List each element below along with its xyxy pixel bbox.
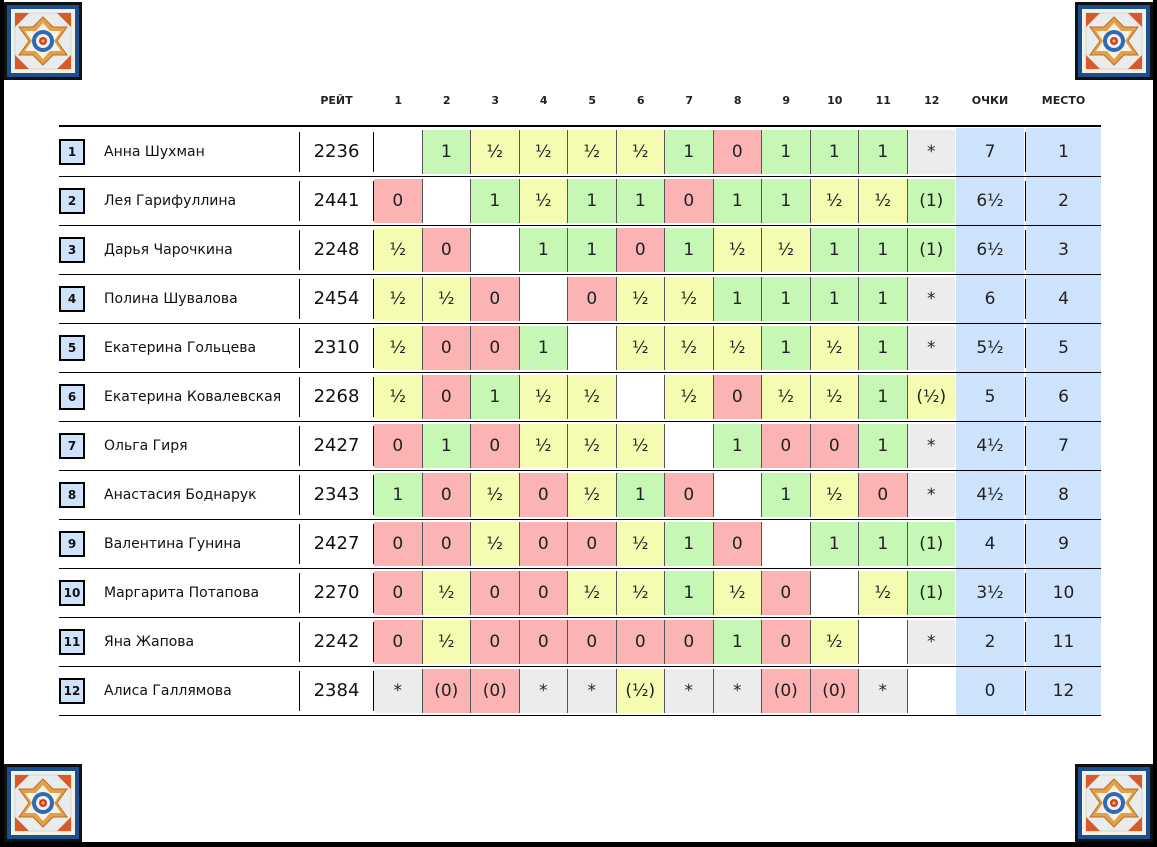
result-cell: 0 bbox=[617, 228, 666, 272]
result-cell: 1 bbox=[859, 424, 908, 468]
table-row bbox=[59, 324, 1101, 373]
result-cell: (1) bbox=[908, 571, 956, 615]
player-name: Полина Шувалова bbox=[104, 291, 238, 307]
player-score: 2 bbox=[956, 618, 1024, 666]
result-cell: ½ bbox=[762, 375, 811, 419]
result-cell: ½ bbox=[714, 326, 763, 370]
result-cell: ½ bbox=[520, 130, 569, 174]
result-cell: ½ bbox=[471, 130, 520, 174]
player-place: 6 bbox=[1026, 373, 1101, 421]
table-row bbox=[59, 667, 1101, 716]
result-cell bbox=[374, 130, 423, 174]
player-number: 9 bbox=[59, 531, 85, 557]
result-cell: 0 bbox=[423, 522, 472, 566]
result-cell: ½ bbox=[665, 326, 714, 370]
result-cell: 1 bbox=[714, 277, 763, 321]
table-row bbox=[59, 275, 1101, 324]
result-cell: 1 bbox=[665, 130, 714, 174]
result-cell: 0 bbox=[423, 326, 472, 370]
result-cell: 1 bbox=[859, 277, 908, 321]
player-rating: 2343 bbox=[313, 484, 360, 505]
result-cell bbox=[665, 424, 714, 468]
result-cell: 0 bbox=[520, 571, 569, 615]
result-cell: 1 bbox=[762, 473, 811, 517]
result-cell: ½ bbox=[617, 130, 666, 174]
player-score: 5½ bbox=[956, 324, 1024, 372]
header-round-6: 6 bbox=[636, 94, 645, 107]
table-row bbox=[59, 618, 1101, 667]
result-cell: 0 bbox=[374, 179, 423, 223]
header-round-10: 10 bbox=[827, 94, 843, 107]
player-score: 3½ bbox=[956, 569, 1024, 617]
player-name: Валентина Гунина bbox=[104, 536, 242, 552]
result-cell: 0 bbox=[471, 620, 520, 664]
player-score: 6½ bbox=[956, 226, 1024, 274]
result-cell bbox=[520, 277, 569, 321]
result-cell: ½ bbox=[665, 277, 714, 321]
player-score: 4½ bbox=[956, 422, 1024, 470]
player-number: 7 bbox=[59, 433, 85, 459]
header-rule bbox=[59, 125, 1101, 127]
result-cell: 0 bbox=[423, 375, 472, 419]
result-cell: (1) bbox=[908, 228, 956, 272]
result-cell: 0 bbox=[374, 571, 423, 615]
player-rating: 2268 bbox=[313, 386, 360, 407]
player-name: Дарья Чарочкина bbox=[104, 242, 233, 258]
result-cell: (½) bbox=[617, 669, 666, 713]
player-rating: 2454 bbox=[313, 288, 360, 309]
result-cell: ½ bbox=[520, 424, 569, 468]
result-cell: 0 bbox=[714, 130, 763, 174]
result-cell bbox=[568, 326, 617, 370]
table-row bbox=[59, 520, 1101, 569]
result-cell: 1 bbox=[762, 130, 811, 174]
result-cell: ½ bbox=[568, 424, 617, 468]
result-cell: ½ bbox=[374, 228, 423, 272]
player-place: 9 bbox=[1026, 520, 1101, 568]
result-cell: 0 bbox=[665, 179, 714, 223]
table-row bbox=[59, 569, 1101, 618]
result-cell: ½ bbox=[617, 424, 666, 468]
result-cell: 1 bbox=[665, 228, 714, 272]
result-cell: ½ bbox=[859, 571, 908, 615]
result-cell: 0 bbox=[714, 375, 763, 419]
result-cell: 0 bbox=[374, 522, 423, 566]
result-cell: ½ bbox=[762, 228, 811, 272]
result-cell: ½ bbox=[374, 277, 423, 321]
result-cell: 1 bbox=[471, 375, 520, 419]
header-round-1: 1 bbox=[394, 94, 403, 107]
result-cell bbox=[762, 522, 811, 566]
player-score: 7 bbox=[956, 128, 1024, 176]
player-place: 1 bbox=[1026, 128, 1101, 176]
result-cell: 0 bbox=[471, 326, 520, 370]
header-round-7: 7 bbox=[685, 94, 694, 107]
result-cell: 0 bbox=[811, 424, 860, 468]
player-rating: 2427 bbox=[313, 435, 360, 456]
result-cell: 1 bbox=[811, 130, 860, 174]
result-cell: 0 bbox=[714, 522, 763, 566]
result-cell: ½ bbox=[568, 571, 617, 615]
result-cell: 0 bbox=[568, 522, 617, 566]
result-cell: 1 bbox=[520, 326, 569, 370]
player-name: Анастасия Боднарук bbox=[104, 487, 257, 503]
result-cell: 1 bbox=[714, 620, 763, 664]
result-cell: 1 bbox=[762, 326, 811, 370]
header-round-9: 9 bbox=[782, 94, 791, 107]
result-cell: * bbox=[374, 669, 423, 713]
result-cell: 0 bbox=[471, 571, 520, 615]
table-row bbox=[59, 471, 1101, 520]
result-cell: 0 bbox=[568, 277, 617, 321]
result-cell: (0) bbox=[811, 669, 860, 713]
result-cell: ½ bbox=[374, 375, 423, 419]
result-cell: 1 bbox=[811, 277, 860, 321]
player-place: 7 bbox=[1026, 422, 1101, 470]
player-score: 4½ bbox=[956, 471, 1024, 519]
player-rating: 2384 bbox=[313, 680, 360, 701]
result-cell: ½ bbox=[811, 620, 860, 664]
player-number: 12 bbox=[59, 678, 85, 704]
row-rule bbox=[59, 715, 1101, 716]
result-cell: 1 bbox=[665, 522, 714, 566]
result-cell: ½ bbox=[617, 522, 666, 566]
player-name: Алиса Галлямова bbox=[104, 683, 232, 699]
player-name: Ольга Гиря bbox=[104, 438, 188, 454]
result-cell: ½ bbox=[568, 473, 617, 517]
result-cell: * bbox=[568, 669, 617, 713]
table-row bbox=[59, 422, 1101, 471]
result-cell: ½ bbox=[617, 277, 666, 321]
player-name: Анна Шухман bbox=[104, 144, 205, 160]
result-cell: 0 bbox=[762, 571, 811, 615]
player-number: 10 bbox=[59, 580, 85, 606]
result-cell: ½ bbox=[520, 375, 569, 419]
table-row bbox=[59, 373, 1101, 422]
result-cell: 1 bbox=[568, 179, 617, 223]
decorative-tile-icon bbox=[1075, 764, 1153, 842]
result-cell: 1 bbox=[762, 179, 811, 223]
player-rating: 2242 bbox=[313, 631, 360, 652]
result-cell: * bbox=[908, 620, 956, 664]
result-cell: ½ bbox=[471, 473, 520, 517]
result-cell: ½ bbox=[423, 571, 472, 615]
header-round-4: 4 bbox=[539, 94, 548, 107]
player-place: 12 bbox=[1026, 667, 1101, 715]
player-score: 4 bbox=[956, 520, 1024, 568]
result-cell: ½ bbox=[423, 620, 472, 664]
player-place: 11 bbox=[1026, 618, 1101, 666]
header-round-3: 3 bbox=[491, 94, 500, 107]
header-rating: РЕЙТ bbox=[320, 94, 353, 107]
player-rating: 2427 bbox=[313, 533, 360, 554]
player-score: 6½ bbox=[956, 177, 1024, 225]
player-name: Екатерина Ковалевская bbox=[104, 389, 282, 405]
result-cell: * bbox=[665, 669, 714, 713]
table-row bbox=[59, 226, 1101, 275]
table-row bbox=[59, 128, 1101, 177]
header-round-2: 2 bbox=[442, 94, 451, 107]
result-cell: 1 bbox=[859, 375, 908, 419]
result-cell: * bbox=[520, 669, 569, 713]
player-name: Яна Жапова bbox=[104, 634, 195, 650]
result-cell: 1 bbox=[859, 228, 908, 272]
result-cell: 1 bbox=[617, 473, 666, 517]
result-cell: 0 bbox=[423, 473, 472, 517]
header-round-5: 5 bbox=[588, 94, 597, 107]
result-cell: (0) bbox=[762, 669, 811, 713]
result-cell bbox=[423, 179, 472, 223]
result-cell bbox=[471, 228, 520, 272]
result-cell: 0 bbox=[520, 473, 569, 517]
result-cell: ½ bbox=[811, 326, 860, 370]
result-cell: 0 bbox=[423, 228, 472, 272]
result-cell: 1 bbox=[665, 571, 714, 615]
result-cell: 0 bbox=[520, 620, 569, 664]
result-cell: 1 bbox=[811, 522, 860, 566]
player-number: 5 bbox=[59, 335, 85, 361]
result-cell: ½ bbox=[859, 179, 908, 223]
result-cell: ½ bbox=[811, 179, 860, 223]
result-cell: 1 bbox=[423, 130, 472, 174]
result-cell: ½ bbox=[714, 228, 763, 272]
result-cell: (0) bbox=[423, 669, 472, 713]
player-rating: 2310 bbox=[313, 337, 360, 358]
result-cell: 0 bbox=[665, 620, 714, 664]
result-cell: ½ bbox=[811, 473, 860, 517]
result-cell: (½) bbox=[908, 375, 956, 419]
result-cell: 0 bbox=[471, 277, 520, 321]
result-cell: 0 bbox=[374, 424, 423, 468]
result-cell: (0) bbox=[471, 669, 520, 713]
player-place: 8 bbox=[1026, 471, 1101, 519]
result-cell: 1 bbox=[762, 277, 811, 321]
player-place: 3 bbox=[1026, 226, 1101, 274]
player-number: 2 bbox=[59, 188, 85, 214]
header-round-11: 11 bbox=[875, 94, 891, 107]
result-cell: 1 bbox=[714, 424, 763, 468]
result-cell: (1) bbox=[908, 179, 956, 223]
result-cell: 0 bbox=[471, 424, 520, 468]
result-cell: ½ bbox=[665, 375, 714, 419]
player-score: 0 bbox=[956, 667, 1024, 715]
player-number: 6 bbox=[59, 384, 85, 410]
player-number: 3 bbox=[59, 237, 85, 263]
player-score: 5 bbox=[956, 373, 1024, 421]
result-cell: 1 bbox=[471, 179, 520, 223]
result-cell: 0 bbox=[859, 473, 908, 517]
result-cell: ½ bbox=[568, 375, 617, 419]
result-cell: 1 bbox=[568, 228, 617, 272]
decorative-tile-icon bbox=[1075, 2, 1153, 80]
result-cell bbox=[617, 375, 666, 419]
result-cell: ½ bbox=[471, 522, 520, 566]
result-cell: ½ bbox=[423, 277, 472, 321]
result-cell: 1 bbox=[374, 473, 423, 517]
player-place: 10 bbox=[1026, 569, 1101, 617]
result-cell: 0 bbox=[520, 522, 569, 566]
player-place: 5 bbox=[1026, 324, 1101, 372]
result-cell: ½ bbox=[617, 326, 666, 370]
result-cell: ½ bbox=[617, 571, 666, 615]
result-cell: 1 bbox=[617, 179, 666, 223]
player-rating: 2248 bbox=[313, 239, 360, 260]
player-number: 8 bbox=[59, 482, 85, 508]
player-number: 4 bbox=[59, 286, 85, 312]
header-place: МЕСТО bbox=[1041, 94, 1086, 107]
header-round-12: 12 bbox=[924, 94, 940, 107]
result-cell bbox=[859, 620, 908, 664]
result-cell: 0 bbox=[374, 620, 423, 664]
result-cell: 0 bbox=[568, 620, 617, 664]
player-number: 11 bbox=[59, 629, 85, 655]
result-cell: * bbox=[908, 326, 956, 370]
result-cell bbox=[908, 669, 956, 713]
result-cell: ½ bbox=[374, 326, 423, 370]
result-cell: 0 bbox=[665, 473, 714, 517]
table-row bbox=[59, 177, 1101, 226]
result-cell: 1 bbox=[520, 228, 569, 272]
result-cell: * bbox=[908, 277, 956, 321]
result-cell: 1 bbox=[859, 130, 908, 174]
result-cell: 0 bbox=[617, 620, 666, 664]
result-cell: ½ bbox=[811, 375, 860, 419]
result-cell: 1 bbox=[811, 228, 860, 272]
result-cell: 1 bbox=[859, 522, 908, 566]
player-place: 2 bbox=[1026, 177, 1101, 225]
result-cell: 1 bbox=[423, 424, 472, 468]
player-name: Екатерина Гольцева bbox=[104, 340, 257, 356]
header-score: ОЧКИ bbox=[971, 94, 1009, 107]
decorative-tile-icon bbox=[4, 764, 82, 842]
player-rating: 2270 bbox=[313, 582, 360, 603]
result-cell: (1) bbox=[908, 522, 956, 566]
player-place: 4 bbox=[1026, 275, 1101, 323]
player-rating: 2441 bbox=[313, 190, 360, 211]
decorative-tile-icon bbox=[4, 2, 82, 80]
result-cell: * bbox=[859, 669, 908, 713]
player-rating: 2236 bbox=[313, 141, 360, 162]
result-cell bbox=[714, 473, 763, 517]
result-cell: ½ bbox=[568, 130, 617, 174]
result-cell: ½ bbox=[520, 179, 569, 223]
result-cell: 1 bbox=[714, 179, 763, 223]
player-score: 6 bbox=[956, 275, 1024, 323]
player-number: 1 bbox=[59, 139, 85, 165]
result-cell: * bbox=[908, 424, 956, 468]
result-cell: * bbox=[714, 669, 763, 713]
player-name: Маргарита Потапова bbox=[104, 585, 260, 601]
result-cell: 0 bbox=[762, 620, 811, 664]
result-cell: * bbox=[908, 130, 956, 174]
header-round-8: 8 bbox=[733, 94, 742, 107]
result-cell: 1 bbox=[859, 326, 908, 370]
result-cell: 0 bbox=[762, 424, 811, 468]
result-cell: ½ bbox=[714, 571, 763, 615]
result-cell: * bbox=[908, 473, 956, 517]
player-name: Лея Гарифуллина bbox=[104, 193, 237, 209]
result-cell bbox=[811, 571, 860, 615]
